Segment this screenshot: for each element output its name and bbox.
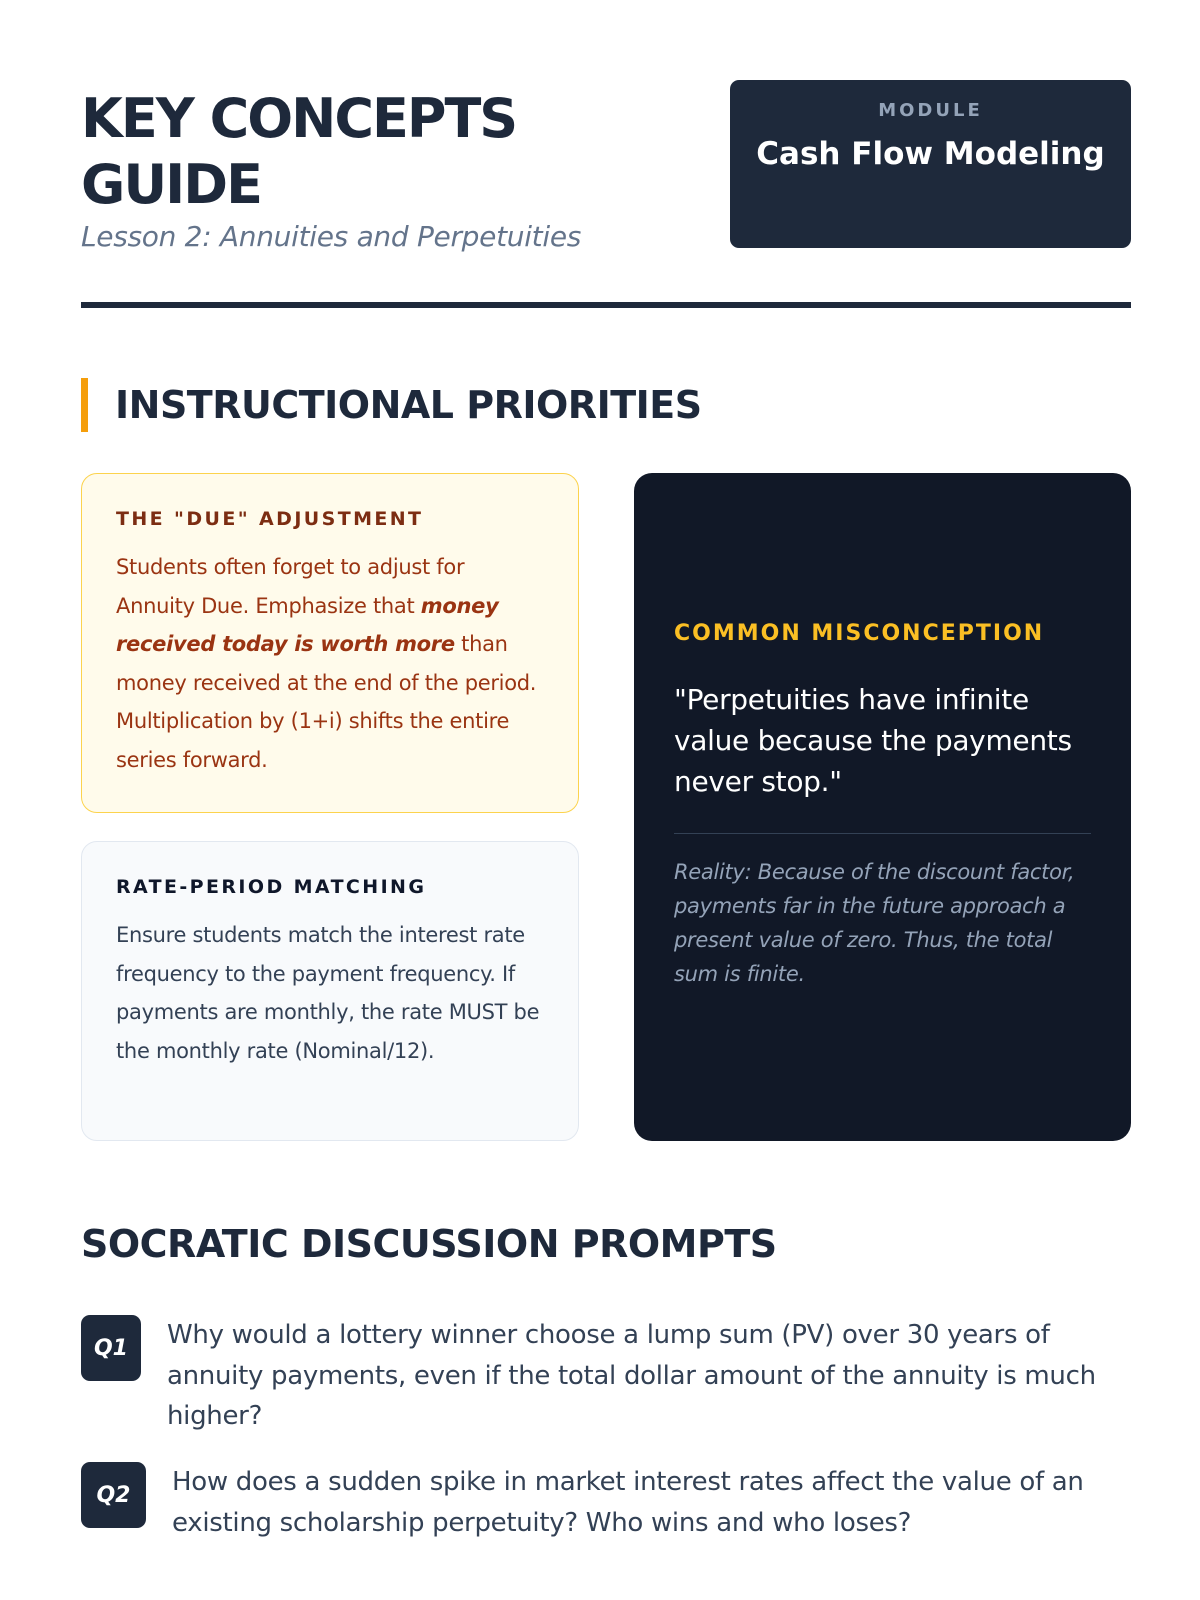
question-text: How does a sudden spike in market interest rates affect the value of an existing scholarship perpetuity? Who wins and who loses? bbox=[172, 1467, 1084, 1538]
module-badge bbox=[730, 80, 1131, 248]
module-name: Cash Flow Modeling bbox=[756, 136, 1105, 172]
misconception-reality: Reality: Because of the discount factor, payments far in the future approach a present value of zero. Thus, the total sum is finite. bbox=[674, 860, 1075, 986]
question-text: Why would a lottery winner choose a lump sum (PV) over 30 years of annuity payments, even if the total dollar amount of the annuity is much higher? bbox=[167, 1320, 1096, 1431]
due-card-text-after: than money received at the end of the period. Multiplication by (1+i) shifts the entire series forward. bbox=[116, 632, 537, 772]
due-card-title: THE "DUE" ADJUSTMENT bbox=[116, 508, 424, 530]
misconception-divider bbox=[674, 833, 1091, 834]
module-label: MODULE bbox=[878, 100, 983, 121]
priorities-heading: INSTRUCTIONAL PRIORITIES bbox=[81, 378, 702, 432]
due-adjustment-card bbox=[81, 473, 579, 813]
rate-card-body: Ensure students match the interest rate frequency to the payment frequency. If payments are monthly, the rate MUST be the monthly rate (Nominal/12). bbox=[116, 923, 540, 1063]
page-header bbox=[81, 80, 1131, 310]
misconception-title: COMMON MISCONCEPTION bbox=[674, 621, 1045, 646]
rate-matching-card bbox=[81, 841, 579, 1141]
misconception-quote: "Perpetuities have infinite value because the payments never stop." bbox=[674, 683, 1072, 798]
misconception-card bbox=[634, 473, 1131, 1141]
due-card-text-before: Students often forget to adjust for Annuity Due. Emphasize that bbox=[116, 555, 465, 618]
question-badge: Q1 bbox=[81, 1315, 141, 1381]
page-title: KEY CONCEPTS GUIDE bbox=[81, 87, 517, 216]
discussion-prompt bbox=[81, 1462, 1102, 1543]
rate-card-title: RATE-PERIOD MATCHING bbox=[116, 876, 427, 898]
discussion-prompt bbox=[81, 1315, 1097, 1437]
guide-page bbox=[81, 80, 1131, 1538]
question-badge: Q2 bbox=[81, 1462, 146, 1528]
due-card-emphasis: money received today is worth more bbox=[116, 593, 499, 656]
header-divider bbox=[81, 302, 1131, 308]
socratic-heading: SOCRATIC DISCUSSION PROMPTS bbox=[81, 1222, 777, 1266]
lesson-subtitle: Lesson 2: Annuities and Perpetuities bbox=[81, 220, 582, 253]
due-card-body bbox=[116, 548, 544, 779]
